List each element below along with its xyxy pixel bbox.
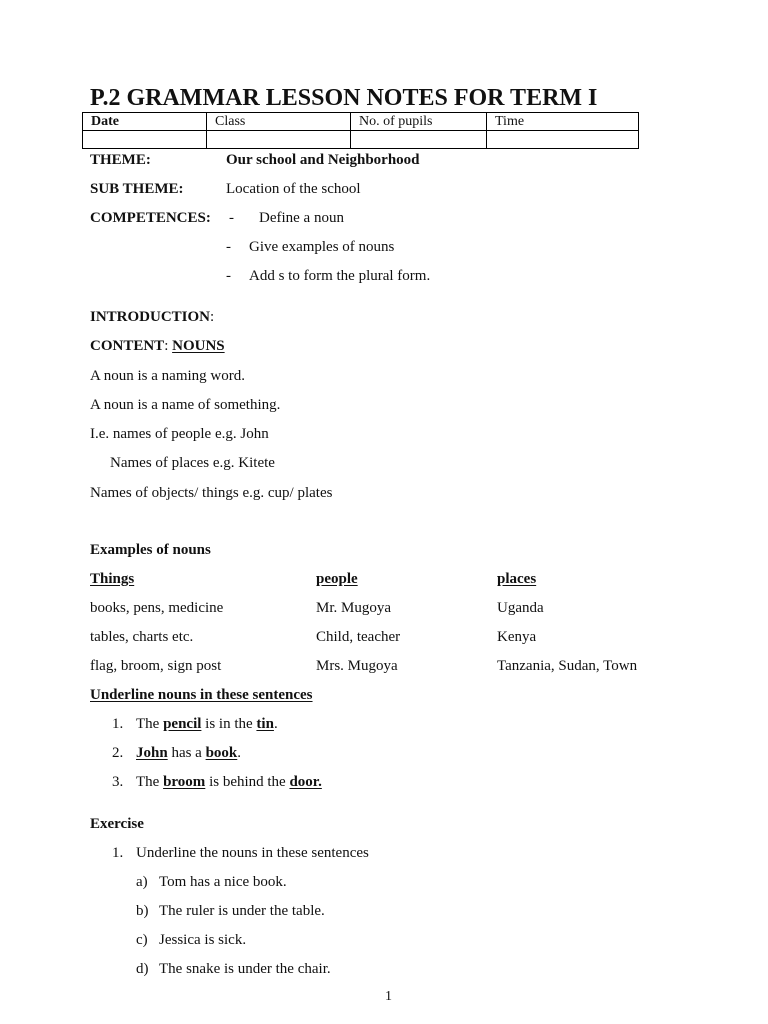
exercise-item-text: Jessica is sick. <box>159 932 247 948</box>
exercise-item-letter: b) <box>136 903 149 919</box>
noun-word: tin <box>256 716 274 732</box>
class-cell <box>207 131 351 149</box>
date-header: Date <box>83 113 207 131</box>
example-cell: Kenya <box>497 629 537 645</box>
competence-item: Define a noun <box>259 210 344 226</box>
noun-word: broom <box>163 774 206 790</box>
sentence <box>136 715 278 733</box>
competence-dash: - <box>229 210 234 226</box>
class-header: Class <box>207 113 351 131</box>
sentence-number: 1. <box>112 716 124 732</box>
sub-theme-value: Location of the school <box>226 181 361 197</box>
examples-heading: Examples of nouns <box>90 542 211 558</box>
exercise-item-letter: c) <box>136 932 148 948</box>
introduction-heading <box>90 308 214 326</box>
content-heading <box>90 337 225 355</box>
noun-word: book <box>205 745 238 761</box>
sentence-number: 3. <box>112 774 124 790</box>
introduction-colon: : <box>210 309 215 325</box>
page-number: 1 <box>385 989 392 1004</box>
competence-item: Add s to form the plural form. <box>249 268 431 284</box>
exercise-item-text: The ruler is under the table. <box>159 903 325 919</box>
sentence-text: The <box>136 774 164 790</box>
exercise-item-text: Tom has a nice book. <box>159 874 287 890</box>
competence-item: Give examples of nouns <box>249 239 395 255</box>
example-cell: Mrs. Mugoya <box>316 658 398 674</box>
competence-dash: - <box>226 268 231 284</box>
sentence-text: is in the <box>201 716 257 732</box>
example-cell: books, pens, medicine <box>90 600 224 616</box>
exercise-item-letter: d) <box>136 961 149 977</box>
noun-word: John <box>136 745 168 761</box>
example-cell: Tanzania, Sudan, Town <box>497 658 638 674</box>
sentence-text: is behind the <box>205 774 290 790</box>
pupils-cell <box>351 131 487 149</box>
document-title: P.2 GRAMMAR LESSON NOTES FOR TERM I <box>90 85 598 111</box>
example-cell: flag, broom, sign post <box>90 658 222 674</box>
example-cell: tables, charts etc. <box>90 629 194 645</box>
sentence <box>136 773 322 791</box>
underline-heading: Underline nouns in these sentences <box>90 687 313 703</box>
date-cell <box>83 131 207 149</box>
sentence-text: . <box>273 716 278 732</box>
definition-line: A noun is a naming word. <box>90 368 245 384</box>
exercise-item-letter: a) <box>136 874 148 890</box>
introduction-label: INTRODUCTION <box>90 309 211 325</box>
noun-word: door. <box>289 774 322 790</box>
competence-dash: - <box>226 239 231 255</box>
content-label: CONTENT <box>90 338 165 354</box>
sentence-text: . <box>237 745 242 761</box>
content-colon: : <box>164 338 173 354</box>
exercise-item-text: The snake is under the chair. <box>159 961 331 977</box>
example-cell: Uganda <box>497 600 544 616</box>
competences-label: COMPETENCES: <box>90 210 211 226</box>
theme-label: THEME: <box>90 152 151 168</box>
sub-theme-label: SUB THEME: <box>90 181 184 197</box>
table-row <box>83 131 639 149</box>
theme-value: Our school and Neighborhood <box>226 152 420 168</box>
definition-line: I.e. names of people e.g. John <box>90 426 269 442</box>
definition-line: Names of objects/ things e.g. cup/ plates <box>90 485 333 501</box>
content-topic: NOUNS <box>172 338 225 354</box>
pupils-header: No. of pupils <box>351 113 487 131</box>
question-text: Underline the nouns in these sentences <box>136 845 369 861</box>
column-header-things: Things <box>90 571 135 587</box>
sentence <box>136 744 241 762</box>
definition-line: Names of places e.g. Kitete <box>110 455 275 471</box>
sentence-text: has a <box>167 745 206 761</box>
table-header-row <box>83 113 639 131</box>
time-header: Time <box>487 113 639 131</box>
column-header-people: people <box>316 571 358 587</box>
sentence-number: 2. <box>112 745 124 761</box>
example-cell: Mr. Mugoya <box>316 600 391 616</box>
noun-word: pencil <box>163 716 202 732</box>
sentence-text: The <box>136 716 164 732</box>
question-number: 1. <box>112 845 124 861</box>
column-header-places: places <box>497 571 537 587</box>
lesson-header-table <box>82 112 639 149</box>
exercise-heading: Exercise <box>90 816 144 832</box>
example-cell: Child, teacher <box>316 629 401 645</box>
time-cell <box>487 131 639 149</box>
definition-line: A noun is a name of something. <box>90 397 281 413</box>
